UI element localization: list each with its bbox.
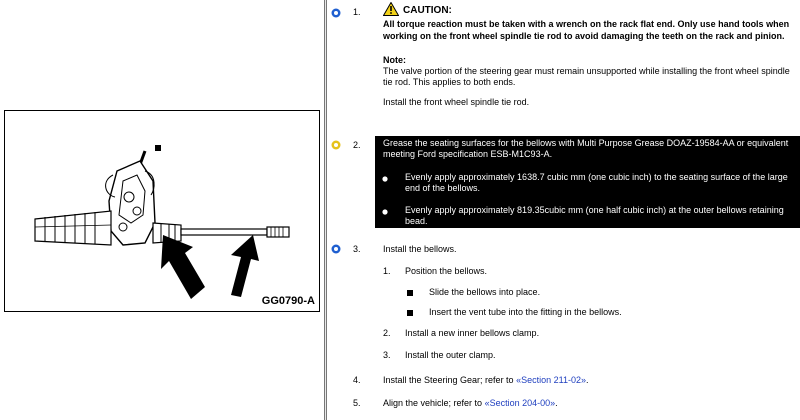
steering-gear-illustration: [5, 111, 321, 313]
step-5-text-after: .: [555, 398, 558, 408]
bullet-square-icon: [407, 290, 413, 296]
step-4-text-after: .: [585, 375, 589, 385]
step-2-body: [383, 138, 797, 160]
step-5: [327, 398, 800, 412]
substep-bullet-1: Slide the bellows into place.: [429, 287, 541, 297]
step-2-text: Grease the seating surfaces for the bellows with Multi Purpose Grease DOAZ-19584-AA or equivalent meeting Ford specification ESB-M1C93-A.: [383, 138, 789, 159]
section-link-204-00[interactable]: «Section 204-00»: [484, 398, 556, 408]
step-number: 4.: [353, 375, 361, 385]
step-4: [327, 375, 800, 389]
warning-icon: [383, 2, 399, 16]
step-2-bullet-1: [405, 172, 797, 194]
step-number: 3.: [353, 244, 361, 254]
figure-id-label: GG0790-A: [261, 295, 315, 307]
substep-number: 3.: [383, 350, 391, 360]
substep-number: 2.: [383, 328, 391, 338]
step-4-text: [383, 375, 797, 386]
step-number: 1.: [353, 7, 361, 17]
step-expand-icon[interactable]: [331, 8, 341, 18]
substep-3-text: Install the outer clamp.: [405, 350, 496, 360]
step-expand-icon[interactable]: [331, 244, 341, 254]
step-5-text: [383, 398, 797, 409]
bullet-dot-icon: [382, 176, 388, 182]
bullet-dot-icon: [382, 209, 388, 215]
section-link-211-02[interactable]: «Section 211-02»: [516, 375, 586, 385]
step-number: 5.: [353, 398, 361, 408]
step-3: [327, 242, 800, 366]
illustration-pane: [0, 0, 324, 420]
substep-1-text: Position the bellows.: [405, 266, 488, 276]
figure-frame: [4, 110, 320, 312]
substep-number: 1.: [383, 266, 391, 276]
step-2: [327, 138, 800, 234]
step-current-icon[interactable]: [331, 140, 341, 150]
bullet-text: Evenly apply approximately 819.35cubic mm (one half cubic inch) at the outer bellows retaining bead.: [405, 205, 784, 226]
step-5-text-before: Align the vehicle; refer to: [383, 398, 485, 408]
procedure-pane: [327, 0, 800, 420]
note-title: Note:: [383, 55, 406, 65]
substep-bullet-2: Insert the vent tube into the fitting in the bellows.: [429, 307, 622, 317]
step-1-body: [383, 2, 797, 108]
caution-title: CAUTION:: [403, 5, 452, 16]
caution-heading: [383, 2, 797, 16]
step-1-instruction: Install the front wheel spindle tie rod.: [383, 97, 530, 107]
bullet-text: Evenly apply approximately 1638.7 cubic mm (one cubic inch) to the seating surface of the large end of the bellows.: [405, 172, 788, 193]
step-4-text-before: Install the Steering Gear; refer to: [383, 375, 517, 385]
step-number: 2.: [353, 140, 361, 150]
step-2-bullet-2: [405, 205, 797, 227]
step-1: [327, 0, 800, 132]
caution-text: All torque reaction must be taken with a wrench on the rack flat end. Only use hand tools when working on the front wheel spindle tie rod to avoid damaging the teeth on the rack and pinion.: [383, 19, 790, 41]
substep-2-text: Install a new inner bellows clamp.: [405, 328, 540, 338]
step-3-text: Install the bellows.: [383, 244, 457, 254]
bullet-square-icon: [407, 310, 413, 316]
note-text: The valve portion of the steering gear must remain unsupported while installing the front wheel spindle tie rod. This applies to both ends.: [383, 66, 790, 87]
